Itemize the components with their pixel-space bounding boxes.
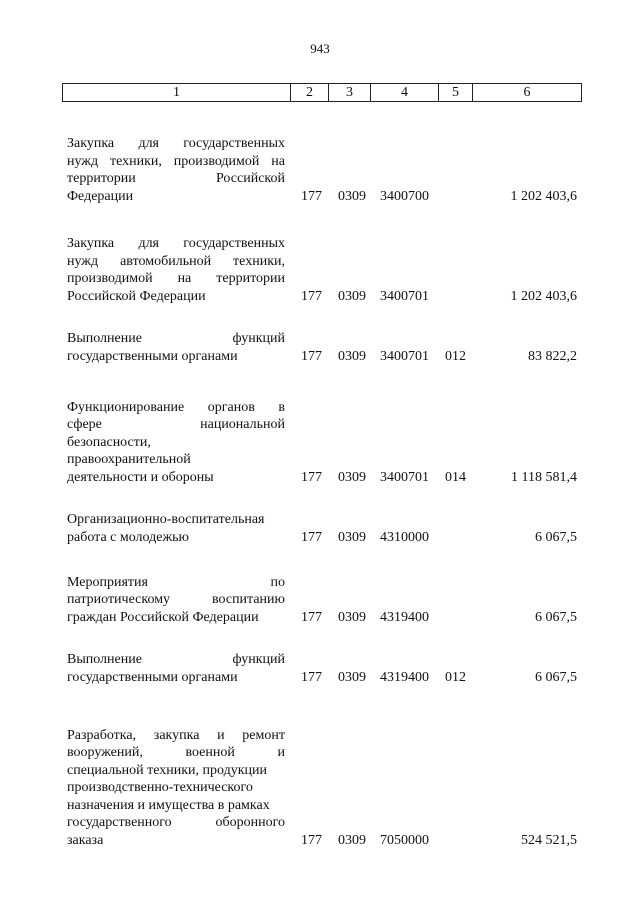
table-row <box>0 398 640 486</box>
row-c4: 7050000 <box>380 832 429 848</box>
row-c2: 177 <box>301 832 322 848</box>
column-header-6: 6 <box>473 84 582 102</box>
row-name <box>67 574 285 627</box>
row-c4: 3400701 <box>380 348 429 364</box>
row-c4: 4319400 <box>380 609 429 625</box>
row-name-line: производимой на территории <box>67 271 285 286</box>
row-c2: 177 <box>301 669 322 685</box>
row-c4: 4319400 <box>380 669 429 685</box>
row-name-line: Функционирование органов в <box>67 399 285 415</box>
row-c4: 3400701 <box>380 288 429 304</box>
column-header-4: 4 <box>371 84 439 102</box>
row-name-line: назначения и имущества в рамках <box>67 797 270 813</box>
row-c4: 4310000 <box>380 529 429 545</box>
row-name-line: Организационно-воспитательная <box>67 512 265 527</box>
row-name-line: Выполнение функций <box>67 331 285 346</box>
row-name <box>67 511 285 546</box>
row-c6: 1 118 581,4 <box>511 469 577 485</box>
row-name-line: нужд техники, производимой на <box>67 153 285 169</box>
row-c3: 0309 <box>338 529 366 545</box>
column-header-3: 3 <box>329 84 371 102</box>
row-c5: 014 <box>445 469 466 485</box>
row-c5: 012 <box>445 669 466 685</box>
row-name-line: сфере национальной <box>67 417 285 432</box>
table-row <box>0 573 640 626</box>
row-c4: 3400701 <box>380 469 429 485</box>
row-name-line: производственно-технического <box>67 780 253 795</box>
row-c3: 0309 <box>338 288 366 304</box>
row-name-line: безопасности, <box>67 434 151 450</box>
row-name <box>67 651 285 686</box>
table-row <box>0 235 640 305</box>
row-name-line: Мероприятия по <box>67 574 285 590</box>
column-header-1: 1 <box>63 84 291 102</box>
row-name-line: Закупка для государственных <box>67 136 285 151</box>
table-row <box>0 135 640 205</box>
row-name-line: Федерации <box>67 188 134 204</box>
row-name-line: государственными органами <box>67 669 238 685</box>
row-name <box>67 235 285 305</box>
row-name-line: специальной техники, продукции <box>67 762 268 778</box>
row-c6: 6 067,5 <box>535 609 577 625</box>
row-c6: 1 202 403,6 <box>510 188 577 204</box>
row-c2: 177 <box>301 609 322 625</box>
row-c2: 177 <box>301 469 322 485</box>
row-c3: 0309 <box>338 348 366 364</box>
row-name <box>67 399 285 487</box>
table-row <box>0 726 640 849</box>
row-name-line: Российской Федерации <box>67 288 206 304</box>
table-row <box>0 651 640 686</box>
row-c6: 524 521,5 <box>521 832 577 848</box>
column-header-5: 5 <box>439 84 473 102</box>
row-name-line: заказа <box>67 832 104 848</box>
row-c4: 3400700 <box>380 188 429 204</box>
row-name-line: деятельности и обороны <box>67 469 214 485</box>
row-name-line: работа с молодежью <box>67 529 189 545</box>
table-row <box>0 511 640 546</box>
row-name <box>67 330 285 365</box>
table-row <box>0 330 640 365</box>
row-name-line: Разработка, закупка и ремонт <box>67 727 285 743</box>
row-c6: 6 067,5 <box>535 669 577 685</box>
row-name-line: Выполнение функций <box>67 652 285 667</box>
row-name-line: Закупка для государственных <box>67 236 285 251</box>
row-name-line: государственного оборонного <box>67 815 285 830</box>
row-c3: 0309 <box>338 609 366 625</box>
row-c6: 6 067,5 <box>535 529 577 545</box>
row-c6: 1 202 403,6 <box>510 288 577 304</box>
row-name <box>67 727 285 850</box>
row-c5: 012 <box>445 348 466 364</box>
row-name-line: правоохранительной <box>67 452 191 467</box>
row-name-line: государственными органами <box>67 348 238 364</box>
column-header-2: 2 <box>291 84 329 102</box>
row-name <box>67 135 285 205</box>
row-c3: 0309 <box>338 832 366 848</box>
row-c3: 0309 <box>338 669 366 685</box>
row-name-line: территории Российской <box>67 171 285 186</box>
row-c2: 177 <box>301 288 322 304</box>
row-name-line: вооружений, военной и <box>67 745 285 760</box>
row-c2: 177 <box>301 348 322 364</box>
row-c6: 83 822,2 <box>528 348 577 364</box>
row-name-line: патриотическому воспитанию <box>67 592 285 607</box>
row-c2: 177 <box>301 188 322 204</box>
page-number: 943 <box>310 41 330 56</box>
row-name-line: нужд автомобильной техники, <box>67 253 285 269</box>
row-name-line: граждан Российской Федерации <box>67 609 259 625</box>
row-c3: 0309 <box>338 469 366 485</box>
row-c3: 0309 <box>338 188 366 204</box>
row-c2: 177 <box>301 529 322 545</box>
